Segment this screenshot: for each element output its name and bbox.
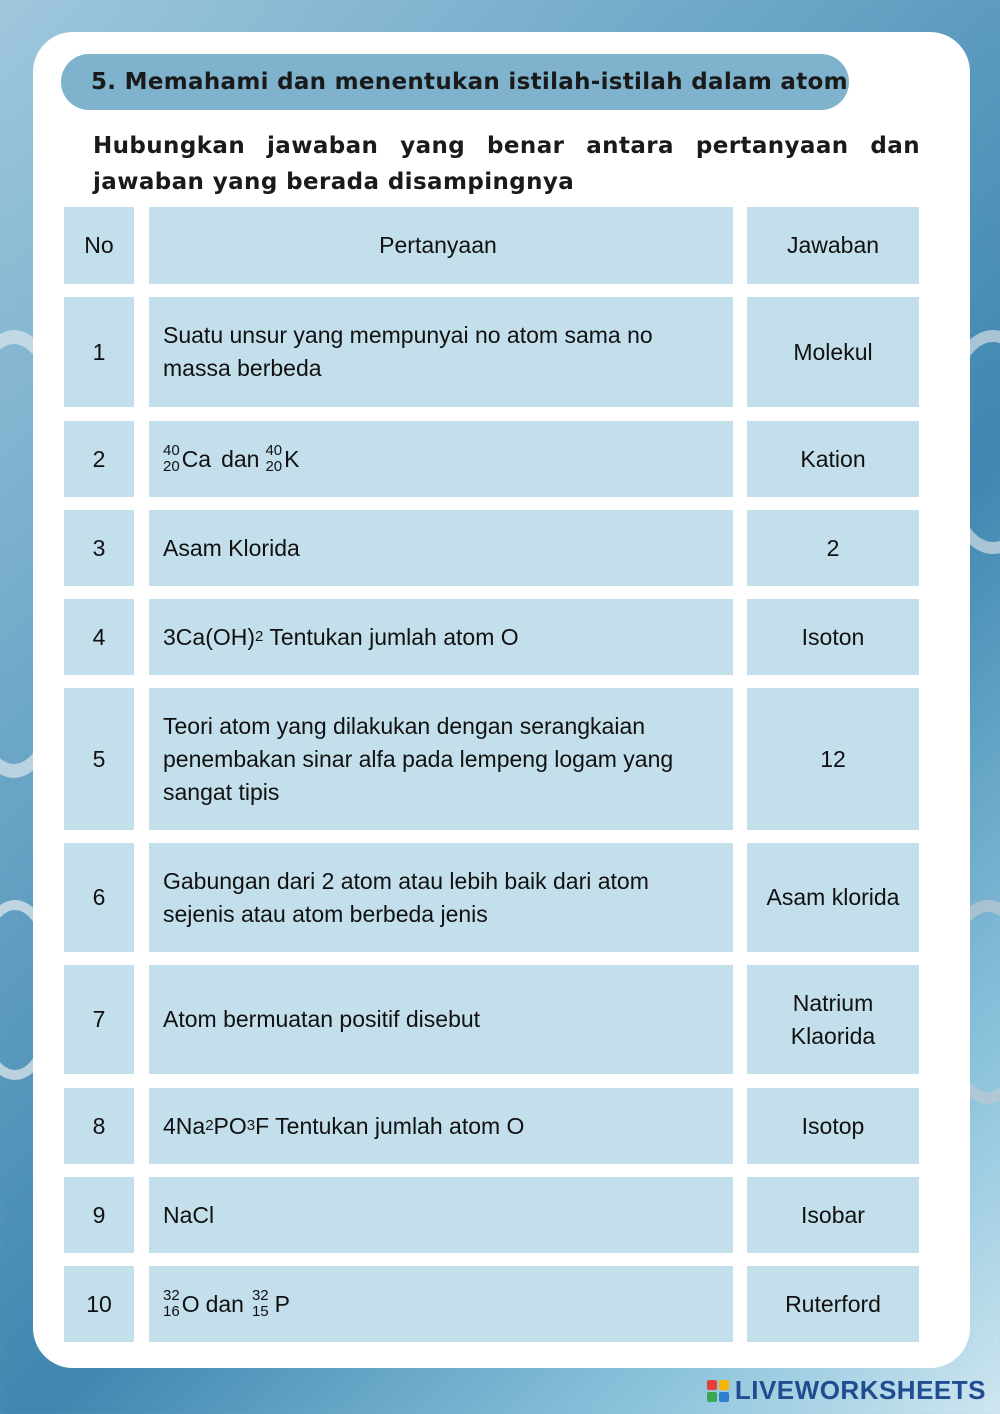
formula-text: PO — [213, 1112, 247, 1139]
element-symbol: K — [284, 445, 300, 472]
row-5-question[interactable]: Teori atom yang dilakukan dengan serangkaian penembakan sinar alfa pada lempeng logam yang sangat tipis — [149, 688, 733, 830]
row-4-answer[interactable]: Isoton — [747, 599, 919, 675]
row-9-no: 9 — [64, 1177, 134, 1253]
liveworksheets-icon — [707, 1380, 729, 1402]
row-1-no: 1 — [64, 297, 134, 407]
worksheet-card — [33, 32, 970, 1368]
row-2-answer[interactable]: Kation — [747, 421, 919, 497]
atomic-number: 16 — [163, 1303, 180, 1320]
row-1-answer[interactable]: Molekul — [747, 297, 919, 407]
row-8-no: 8 — [64, 1088, 134, 1164]
isotope-calcium — [163, 443, 211, 476]
mass-number: 40 — [163, 442, 180, 459]
row-6-answer[interactable]: Asam klorida — [747, 843, 919, 952]
row-8-answer[interactable]: Isotop — [747, 1088, 919, 1164]
row-9-question[interactable]: NaCl — [149, 1177, 733, 1253]
row-7-question[interactable]: Atom bermuatan positif disebut — [149, 965, 733, 1074]
row-9-answer[interactable]: Isobar — [747, 1177, 919, 1253]
row-8-question[interactable]: 4Na 2 PO 3 F Tentukan jumlah atom O — [149, 1088, 733, 1164]
formula-text: 4Na — [163, 1112, 206, 1139]
row-5-answer[interactable]: 12 — [747, 688, 919, 830]
row-10-question[interactable] — [149, 1266, 733, 1342]
row-6-question[interactable]: Gabungan dari 2 atom atau lebih baik dari atom sejenis atau atom berbeda jenis — [149, 843, 733, 952]
row-7-no: 7 — [64, 965, 134, 1074]
question-text: F Tentukan jumlah atom O — [255, 1112, 525, 1139]
row-3-question[interactable]: Asam Klorida — [149, 510, 733, 586]
atomic-number: 20 — [163, 458, 180, 475]
mass-number: 40 — [265, 442, 283, 459]
conjunction: dan — [221, 445, 260, 472]
liveworksheets-logo[interactable] — [707, 1375, 986, 1406]
row-3-no: 3 — [64, 510, 134, 586]
header-answer: Jawaban — [747, 207, 919, 284]
row-2-question[interactable] — [149, 421, 733, 497]
row-3-answer[interactable]: 2 — [747, 510, 919, 586]
row-1-question[interactable]: Suatu unsur yang mempunyai no atom sama no massa berbeda — [149, 297, 733, 407]
isotope-potassium — [265, 443, 299, 476]
header-question: Pertanyaan — [149, 207, 733, 284]
element-symbol: O — [181, 1290, 200, 1317]
atomic-number: 15 — [251, 1303, 269, 1320]
header-no: No — [64, 207, 134, 284]
row-10-answer[interactable]: Ruterford — [747, 1266, 919, 1342]
question-text: Tentukan jumlah atom O — [269, 623, 519, 650]
mass-number: 32 — [163, 1287, 180, 1304]
mass-number: 32 — [251, 1287, 269, 1304]
isotope-oxygen — [163, 1288, 200, 1321]
formula-text: 3Ca(OH) — [163, 623, 256, 650]
brand-text: LIVEWORKSHEETS — [734, 1375, 986, 1405]
row-7-answer[interactable]: Natrium Klaorida — [747, 965, 919, 1074]
section-title: 5. Memahami dan menentukan istilah-istilah dalam atom — [61, 54, 849, 110]
conjunction: dan — [205, 1290, 244, 1317]
row-10-no: 10 — [64, 1266, 134, 1342]
row-6-no: 6 — [64, 843, 134, 952]
row-4-question[interactable]: 3Ca(OH) 2 Tentukan jumlah atom O — [149, 599, 733, 675]
row-2-no: 2 — [64, 421, 134, 497]
element-symbol: P — [274, 1290, 290, 1317]
row-4-no: 4 — [64, 599, 134, 675]
atomic-number: 20 — [265, 458, 283, 475]
element-symbol: Ca — [181, 445, 212, 472]
row-5-no: 5 — [64, 688, 134, 830]
isotope-phosphorus — [252, 1288, 290, 1321]
instruction-text: Hubungkan jawaban yang benar antara pertanyaan dan jawaban yang berada disampingnya — [93, 133, 920, 195]
